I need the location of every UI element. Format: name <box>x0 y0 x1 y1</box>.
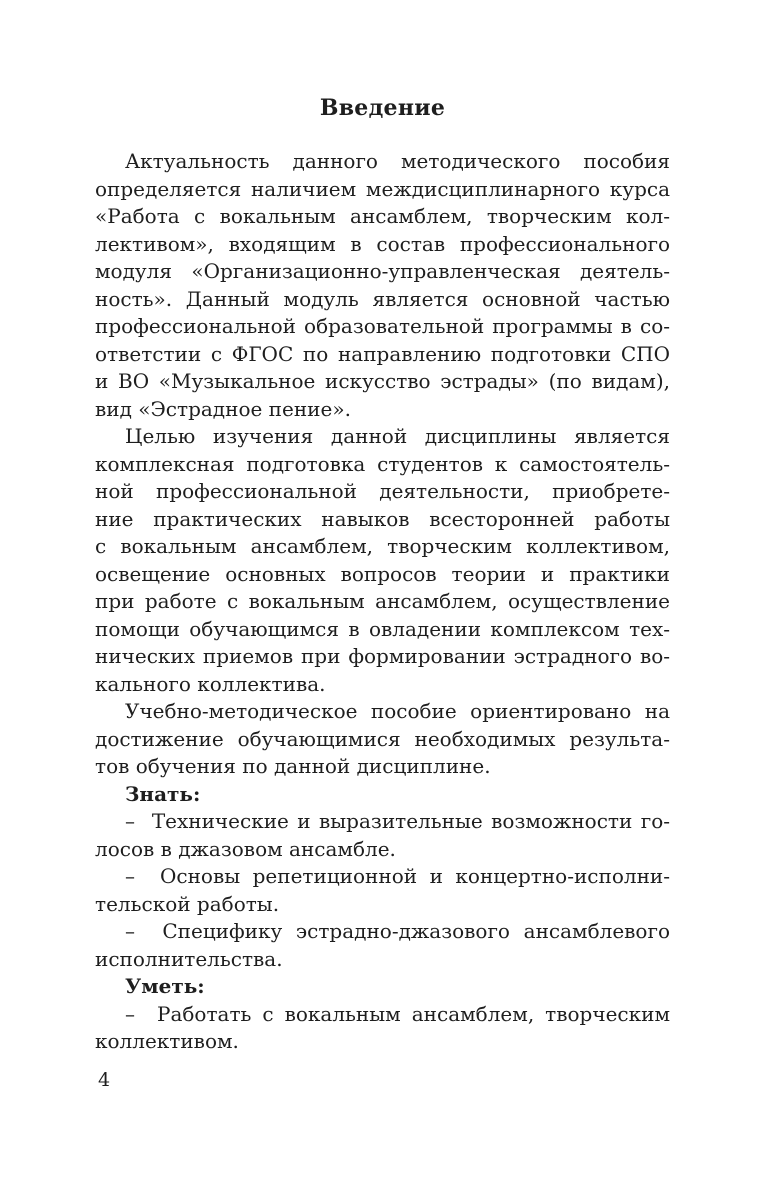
text-line: – Специфику эстрадно-джазового ансамблевого <box>125 919 670 943</box>
page-number: 4 <box>98 1069 111 1091</box>
list-item <box>95 863 670 918</box>
paragraph <box>95 148 670 423</box>
text-line: профессиональной образовательной программы в со- <box>95 314 670 338</box>
text-line: – Работать с вокальным ансамблем, творческим <box>125 1001 670 1026</box>
text-line: тельской работы. <box>95 891 280 916</box>
text-line: определяется наличием междисциплинарного курса <box>95 176 670 201</box>
text-line: освещение основных вопросов теории и практики <box>95 561 670 586</box>
paragraph <box>95 698 670 781</box>
text-body <box>95 148 670 1056</box>
text-line: ной профессиональной деятельности, приобрете- <box>95 479 670 503</box>
text-line: модуля «Организационно-управленческая деятель- <box>95 259 670 283</box>
text-line: Знать: <box>125 781 201 806</box>
text-line: лективом», входящим в состав профессионального <box>95 231 670 256</box>
text-line: ответстии с ФГОС по направлению подготовки СПО <box>95 341 670 366</box>
text-line: и ВО «Музыкальное искусство эстрады» (по видам), <box>95 369 670 393</box>
text-line: – Технические и выразительные возможности го- <box>125 809 670 833</box>
text-line: ние практических навыков всесторонней работы <box>95 506 670 531</box>
section-heading <box>95 973 670 1001</box>
text-line: «Работа с вокальным ансамблем, творческим кол- <box>95 204 670 228</box>
text-line: вид «Эстрадное пение». <box>95 396 351 421</box>
text-line: при работе с вокальным ансамблем, осуществление <box>95 589 670 613</box>
text-line: лосов в джазовом ансамбле. <box>95 836 396 861</box>
text-line: – Основы репетиционной и концертно-исполни- <box>125 864 670 888</box>
text-column <box>95 0 670 1056</box>
list-item <box>95 918 670 973</box>
text-line: комплексная подготовка студентов к самостоятель- <box>95 451 670 476</box>
paragraph <box>95 423 670 698</box>
section-heading <box>95 781 670 809</box>
text-line: кального коллектива. <box>95 671 326 696</box>
text-line: ность». Данный модуль является основной частью <box>95 286 670 311</box>
text-line: Актуальность данного методического пособия <box>125 149 670 173</box>
list-item <box>95 1001 670 1056</box>
text-line: исполнительства. <box>95 946 283 971</box>
text-line: с вокальным ансамблем, творческим коллективом, <box>95 534 670 558</box>
text-line: достижение обучающимися необходимых результа- <box>95 726 670 751</box>
text-line: Уметь: <box>125 974 205 998</box>
text-line: помощи обучающимся в овладении комплексом тех- <box>95 616 670 641</box>
text-line: нических приемов при формировании эстрадного во- <box>95 644 670 668</box>
text-line: Учебно-методическое пособие ориентировано на <box>125 699 670 723</box>
chapter-title: Введение <box>319 95 446 121</box>
list-item <box>95 808 670 863</box>
text-line: коллективом. <box>95 1029 239 1053</box>
text-line: Целью изучения данной дисциплины является <box>125 424 670 448</box>
text-line: тов обучения по данной дисциплине. <box>95 754 491 778</box>
